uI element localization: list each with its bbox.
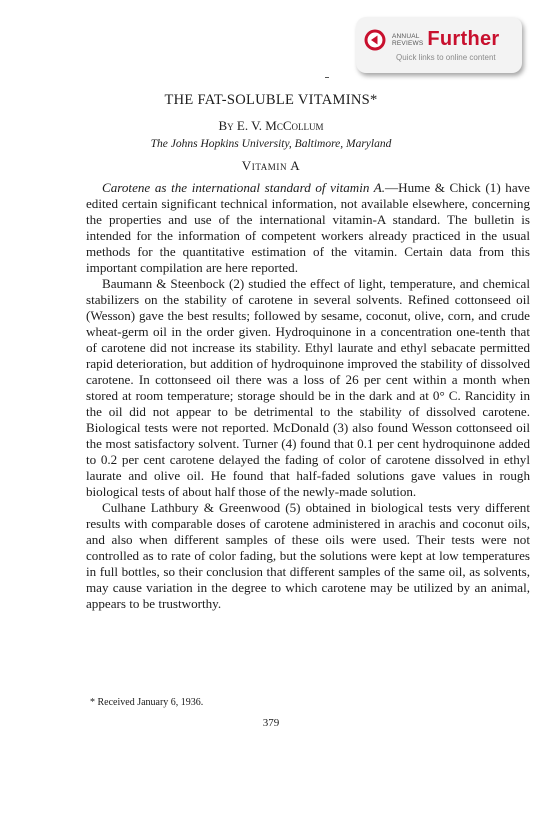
badge-reviews-text: REVIEWS — [392, 39, 424, 47]
paragraph-3: Culhane Lathbury & Greenwood (5) obtained in biological tests very different results with comparable doses of carotene administered in arachis and coconut oils, and also when different samples of these oils were used. Their tests were not controlled as to rate of color fading, but the solutions were kept at low temperatures in full bottles, so their conclusion that different samples of the same oil, as solvents, may cause variation in the degree to which carotene may be utilized by an animal, appears to be trustworthy. — [86, 500, 530, 611]
article-body — [86, 180, 530, 612]
article-title: THE FAT-SOLUBLE VITAMINS* — [164, 92, 378, 108]
badge-header — [356, 28, 522, 51]
page-mark — [325, 77, 329, 78]
annual-reviews-further-badge[interactable] — [356, 17, 522, 73]
paragraph-2: Baumann & Steenbock (2) studied the effect of light, temperature, and chemical stabilizers on the stability of carotene in several solvents. Refined cottonseed oil (Wesson) gave the best results; followed by sesame, coconut, olive, corn, and crude wheat-germ oil in the order given. Hydroquinone in a concentration one-tenth that of carotene did not increase its stability. Ethyl laurate and ethyl sebacate permitted rapid deterioration, but addition of hydroquinone improved the stability of dissolved carotene. In cottonseed oil there was a loss of 26 per cent within a month when stored at room temperature; storage should be in the dark and at 0° C. Rancidity in the oil did not appear to be detrimental to the stability of dissolved carotene. Biological tests were not reported. McDonald (3) also found Wesson cottonseed oil the most satisfactory solvent. Turner (4) found that 0.1 per cent hydroquinone added to 0.2 per cent carotene delayed the fading of color of carotene dissolved in ethyl laurate and olive oil. He found that half-faded solutions gave values in rough biological tests of about half those of the newly-made solution. — [86, 276, 530, 499]
footnote: * Received January 6, 1936. — [90, 697, 204, 708]
author-name: E. V. McCollum — [236, 118, 324, 133]
section-heading: Vitamin A — [241, 158, 301, 173]
badge-further-text: Further — [427, 28, 500, 50]
annual-reviews-logo-icon — [364, 29, 386, 51]
author-prefix: By — [218, 118, 234, 133]
author-affiliation: The Johns Hopkins University, Baltimore, Maryland — [150, 138, 392, 150]
paragraph-1-lead: Carotene as the international standard of vitamin A. — [102, 180, 386, 195]
author-line — [0, 118, 542, 134]
paragraph-1-text: —Hume & Chick (1) have edited certain significant technical information, not available elsewhere, concerning the properties and use of the international vitamin-A standard. The bulletin is intended for the information of competent workers already practiced in the usual methods for the quantitative estimation of the vitamin. Certain data from this important compilation are here reported. — [86, 180, 530, 275]
paragraph-1 — [86, 180, 530, 276]
badge-publisher-name — [392, 33, 423, 47]
badge-subtitle: Quick links to online content — [396, 53, 496, 62]
page-number: 379 — [262, 717, 280, 729]
badge-annual-text: ANNUAL — [392, 32, 420, 40]
